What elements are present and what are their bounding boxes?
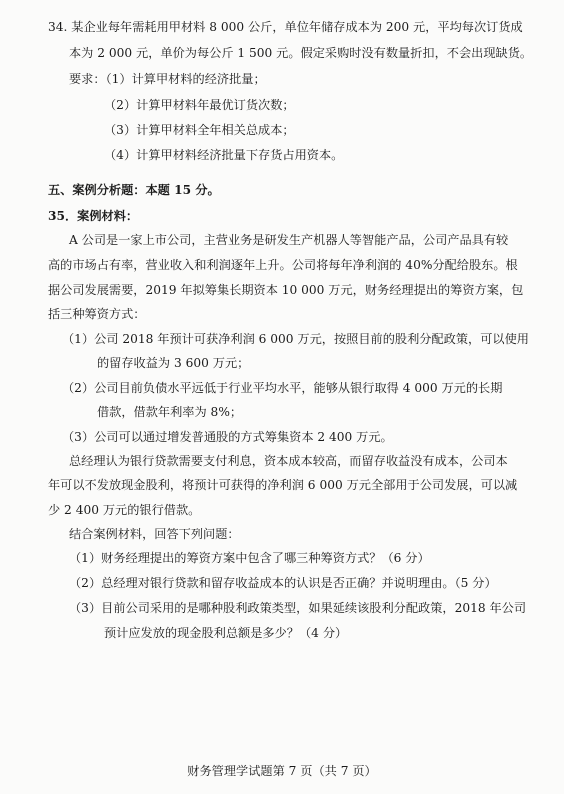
case-paragraph-1-line: 括三种筹资方式： bbox=[48, 307, 146, 321]
case-paragraph-2-line: 总经理认为银行贷款需要支付利息，资本成本较高，而留存收益没有成本，公司本 bbox=[69, 454, 508, 468]
case-item-3: （3）公司可以通过增发普通股的方式筹集资本 2 400 万元。 bbox=[62, 430, 393, 444]
q35-question-3-cont: 预计应发放的现金股利总额是多少？（4 分） bbox=[104, 626, 348, 640]
case-item-1-cont: 的留存收益为 3 600 万元； bbox=[97, 356, 250, 370]
case-paragraph-1-line: 高的市场占有率，营业收入和利润逐年上升。公司将每年净利润的 40%分配给股东。根 bbox=[48, 258, 518, 272]
q34-line-1: 34. 某企业每年需耗用甲材料 8 000 公斤，单位年储存成本为 200 元，平均每次订货成 bbox=[48, 20, 523, 34]
section-heading: 五、案例分析题：本题 15 分。 bbox=[48, 183, 220, 197]
case-item-2: （2）公司目前负债水平远低于行业平均水平，能够从银行取得 4 000 万元的长期 bbox=[62, 381, 503, 395]
q35-prompt: 结合案例材料，回答下列问题： bbox=[69, 527, 240, 541]
q34-requirement-4: （4）计算甲材料经济批量下存货占用资本。 bbox=[104, 148, 344, 162]
case-paragraph-2-line: 少 2 400 万元的银行借款。 bbox=[48, 503, 201, 517]
q34-requirement-2: （2）计算甲材料年最优订货次数； bbox=[104, 98, 295, 112]
q35-question-1: （1）财务经理提出的筹资方案中包含了哪三种筹资方式？（6 分） bbox=[69, 551, 430, 565]
q35-question-3: （3）目前公司采用的是哪种股利政策类型，如果延续该股利分配政策，2018 年公司 bbox=[69, 601, 527, 615]
q34-requirement-1: 要求：（1）计算甲材料的经济批量； bbox=[69, 72, 266, 86]
case-item-1: （1）公司 2018 年预计可获净利润 6 000 万元，按照目前的股利分配政策，可以使用 bbox=[62, 332, 529, 346]
q35-question-2: （2）总经理对银行贷款和留存收益成本的认识是否正确？并说明理由。（5 分） bbox=[69, 576, 497, 590]
case-paragraph-1-line: 据公司发展需要，2019 年拟筹集长期资本 10 000 万元，财务经理提出的筹资方案，包 bbox=[48, 283, 524, 297]
case-paragraph-1-line: A 公司是一家上市公司，主营业务是研发生产机器人等智能产品，公司产品具有较 bbox=[69, 233, 509, 247]
case-paragraph-2-line: 年可以不发放现金股利，将预计可获得的净利润 6 000 万元全部用于公司发展，可以减 bbox=[48, 478, 518, 492]
page-footer: 财务管理学试题第 7 页（共 7 页） bbox=[187, 764, 377, 778]
q35-title: 35．案例材料： bbox=[48, 209, 139, 223]
case-item-2-cont: 借款，借款年利率为 8%； bbox=[97, 405, 243, 419]
q34-line-2: 本为 2 000 元，单价为每公斤 1 500 元。假定采购时没有数量折扣，不会出现缺货。 bbox=[69, 46, 533, 60]
q34-requirement-3: （3）计算甲材料全年相关总成本； bbox=[104, 123, 295, 137]
